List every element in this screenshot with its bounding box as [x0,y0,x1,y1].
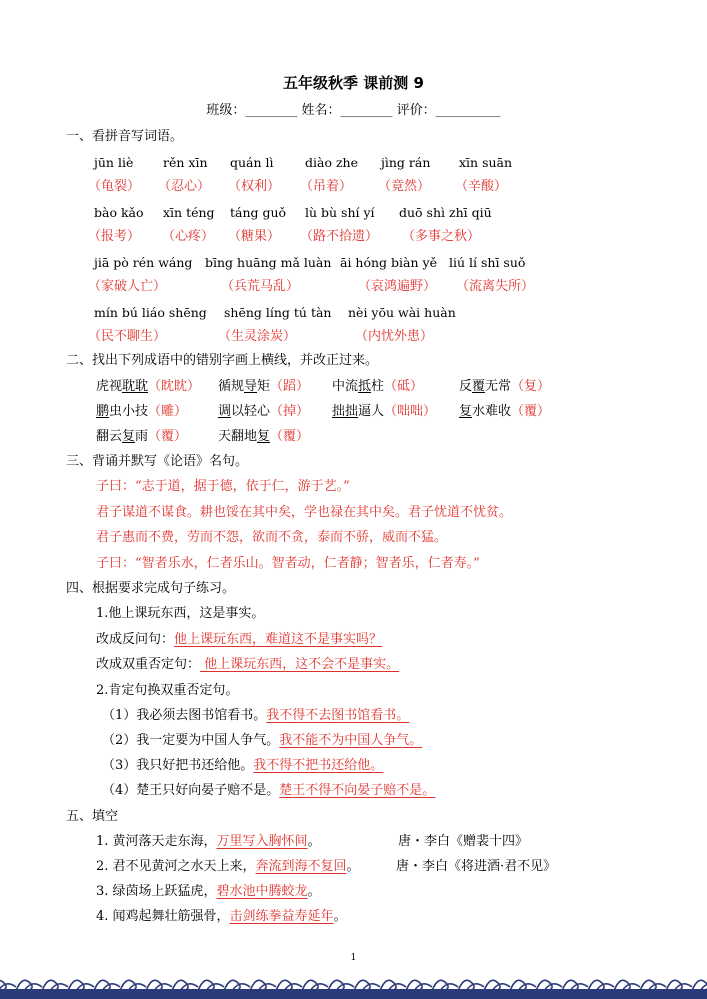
pinyin-text: diào zhe [305,155,358,170]
section-2-heading: 二、找出下列成语中的错别字画上横线，并改正过来。 [66,353,379,368]
answer-word: （忍心） [158,179,211,194]
idiom-text: 雨 [135,429,149,444]
sentence-answer: 我不能不为中国人争气。 [279,733,423,748]
sentence-answer: 我不得不把书还给他。 [253,758,384,773]
answer-word: （龟裂） [88,179,141,194]
quote-line: 子曰：“志于道，据于德，依于仁，游于艺。” [96,479,350,494]
idiom-text: 以轻心 [231,404,271,419]
corrected-character: （覆） [148,429,188,444]
wrong-character: 抵 [358,379,372,394]
idiom-item [96,403,187,420]
pinyin-text: lù bù shí yí [305,205,375,220]
idiom-item [218,378,309,395]
pinyin-text: bào kǎo [94,205,144,220]
section-1-heading: 一、看拼音写词语。 [66,129,184,144]
pinyin-text: shēng líng tú tàn [224,305,332,320]
answer-word: （竟然） [378,179,431,194]
poem-source: 唐・李白《赠裴十四》 [398,834,529,849]
answer-word: （权利） [228,179,281,194]
sentence-question: （1）我必须去图书馆看书。 [102,708,267,723]
fill-text: 1. 黄河落天走东海， [96,834,217,849]
double-negative-row [96,656,399,673]
idiom-item [459,403,550,420]
corrected-character: （覆） [270,429,310,444]
idiom-item [218,428,309,445]
corrected-character: （砥） [384,379,424,394]
wrong-character: 鹏 [96,404,110,419]
corrected-character: （覆） [511,404,551,419]
question-2: 2.肯定句换双重否定句。 [96,683,239,698]
pinyin-text: liú lí shī suǒ [449,255,526,270]
wrong-character: 复 [459,404,473,419]
poem-source: 唐・李白《将进酒·君不见》 [396,859,557,874]
pinyin-text: jìng rán [381,155,431,170]
wrong-character: 耽耽 [122,379,149,394]
quote-line: 君子谋道不谋食。耕也馁在其中矣，学也禄在其中矣。君子忧道不忧贫。 [96,505,513,520]
pinyin-text: jūn liè [94,155,134,170]
rhetorical-question-row [96,631,382,648]
answer-word: （生灵涂炭） [218,329,297,344]
fill-text: 2. 君不见黄河之水天上来， [96,859,256,874]
answer-word: （吊着） [300,179,353,194]
pinyin-text: āi hóng biàn yě [340,255,437,270]
rhetorical-answer: 他上课玩东西，难道这不是事实吗？ [174,632,383,647]
sentence-answer: 我不得不去图书馆看书。 [266,708,410,723]
idiom-item [332,403,436,420]
idiom-text: 虫小技 [109,404,149,419]
answer-word: （多事之秋） [402,229,481,244]
corrected-character: （蹈） [270,379,310,394]
fill-text: 。 [346,859,360,874]
double-negative-answer: 他上课玩东西，这不会不是事实。 [200,657,400,672]
idiom-text: 水难收 [472,404,512,419]
answer-word: （报考） [88,229,141,244]
header-fields: 班级：________ 姓名：________ 评价：__________ [206,103,501,118]
fill-blank-item [96,833,321,850]
idiom-text: 逼人 [358,404,385,419]
idiom-text: 无常 [485,379,512,394]
rhetorical-label: 改成反问句： [96,632,175,647]
pinyin-text: táng guǒ [230,205,287,220]
page-title: 五年级秋季 课前测 9 [283,74,424,92]
wave-footer-decoration [0,967,707,999]
section-3-heading: 三、背诵并默写《论语》名句。 [66,454,249,469]
answer-word: （流离失所） [456,279,535,294]
pinyin-text: nèi yōu wài huàn [348,305,456,320]
wrong-character: 复 [257,429,271,444]
answer-word: （糖果） [228,229,281,244]
pinyin-text: rěn xīn [163,155,208,170]
answer-word: （民不聊生） [88,329,167,344]
idiom-text: 中流 [332,379,359,394]
wrong-character: 导 [244,379,258,394]
idiom-text: 循规 [218,379,245,394]
idiom-text: 柱 [371,379,385,394]
sentence-item [102,782,435,799]
idiom-item [96,428,187,445]
idiom-item [332,378,423,395]
pinyin-text: xīn téng [163,205,215,220]
pinyin-text: xīn suān [459,155,513,170]
fill-answer: 奔流到海不复回 [255,859,347,874]
fill-blank-item [96,858,360,875]
corrected-character: （咄咄） [384,404,437,419]
answer-word: （哀鸿遍野） [358,279,437,294]
wrong-character: 复 [122,429,136,444]
fill-text: 3. 绿茵场上跃猛虎， [96,884,217,899]
answer-word: （路不拾遗） [300,229,379,244]
quote-line: 子曰：“智者乐水，仁者乐山。智者动，仁者静；智者乐，仁者寿。” [96,556,480,571]
pinyin-text: mín bú liáo shēng [94,305,207,320]
corrected-character: （眈眈） [148,379,201,394]
idiom-text: 天翻地 [218,429,258,444]
fill-answer: 万里写入胸怀间 [216,834,308,849]
sentence-item [102,707,409,724]
pinyin-text: quán lì [230,155,274,170]
idiom-item [218,403,309,420]
idiom-item [96,378,200,395]
sentence-question: （2）我一定要为中国人争气。 [102,733,280,748]
fill-answer: 击剑练拳益寿延年 [229,909,334,924]
corrected-character: （雕） [148,404,188,419]
sentence-question: （4）楚王只好向晏子赔不是。 [102,783,280,798]
answer-word: （兵荒马乱） [221,279,300,294]
wrong-character: 调 [218,404,232,419]
corrected-character: （掉） [270,404,310,419]
fill-text: 。 [307,834,321,849]
sentence-item [102,757,383,774]
fill-blank-item [96,908,347,925]
answer-word: （内忧外患） [355,329,434,344]
fill-answer: 碧水池中腾蛟龙 [216,884,308,899]
fill-text: 。 [307,884,321,899]
wrong-character: 覆 [472,379,486,394]
double-negative-label: 改成双重否定句： [96,657,201,672]
idiom-text: 矩 [257,379,271,394]
idiom-text: 反 [459,379,473,394]
wrong-character: 拙拙 [332,404,359,419]
idiom-text: 翻云 [96,429,123,444]
answer-word: （辛酸） [455,179,508,194]
idiom-item [459,378,550,395]
pinyin-text: bīng huāng mǎ luàn [205,255,332,270]
pinyin-text: duō shì zhī qiū [399,205,492,220]
page-number: 1 [350,953,357,963]
section-4-heading: 四、根据要求完成句子练习。 [66,581,236,596]
sentence-question: （3）我只好把书还给他。 [102,758,254,773]
pinyin-text: jiā pò rén wáng [94,255,193,270]
question-1: 1.他上课玩东西，这是事实。 [96,606,265,621]
answer-word: （家破人亡） [88,279,167,294]
fill-text: 。 [333,909,347,924]
idiom-text: 虎视 [96,379,123,394]
corrected-character: （复） [511,379,551,394]
sentence-answer: 楚王不得不向晏子赔不是。 [279,783,436,798]
fill-text: 4. 闻鸡起舞壮筋强骨， [96,909,230,924]
section-5-heading: 五、填空 [66,809,119,824]
answer-word: （心疼） [162,229,215,244]
fill-blank-item [96,883,321,900]
sentence-item [102,732,422,749]
quote-line: 君子惠而不费，劳而不怨，欲而不贪，泰而不骄，威而不猛。 [96,530,448,545]
